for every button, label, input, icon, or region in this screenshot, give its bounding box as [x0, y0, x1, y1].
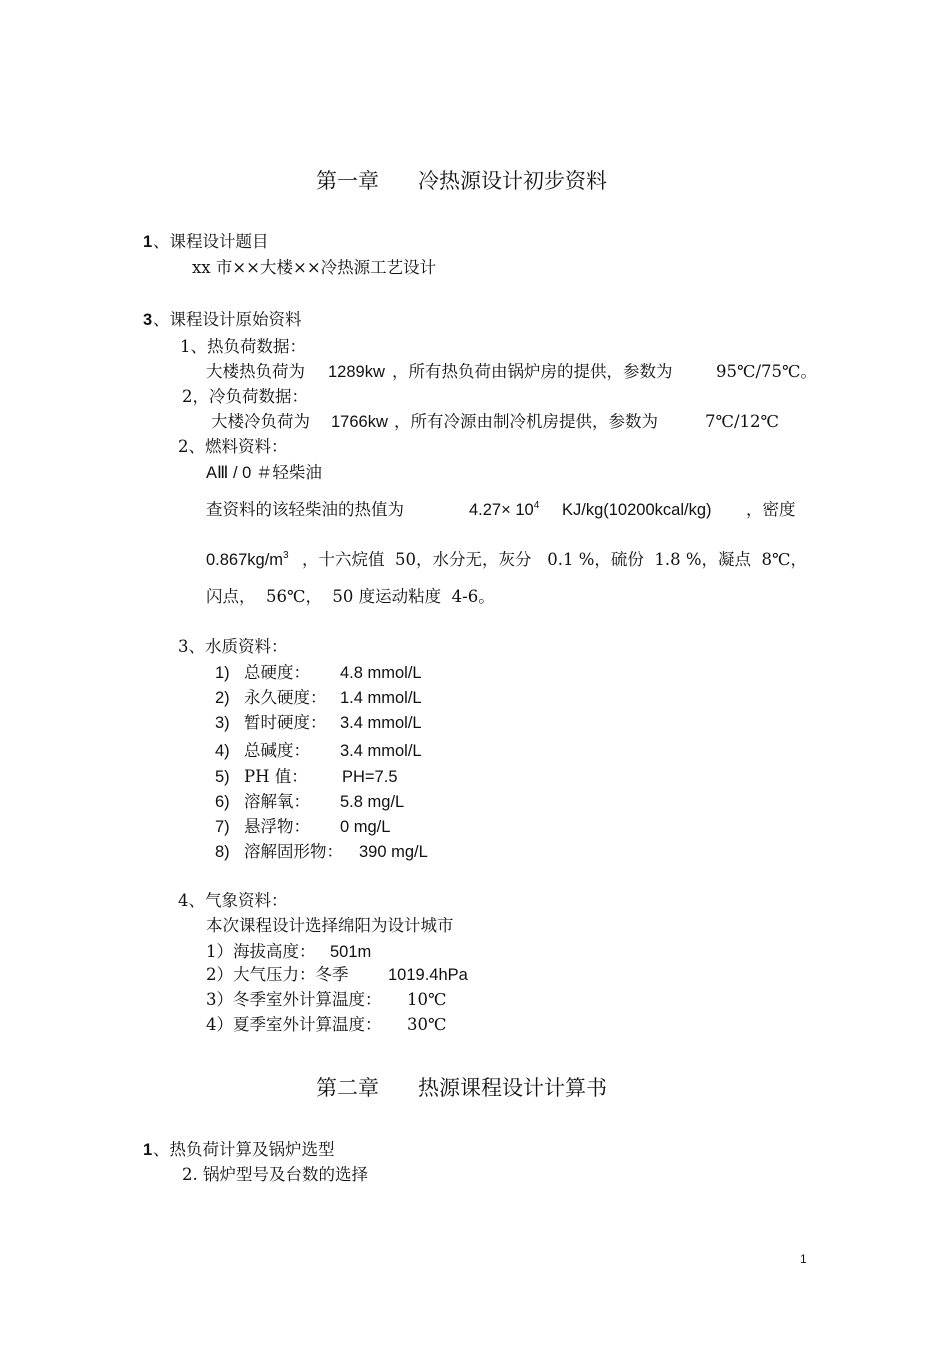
heat-load-param: 95℃/75℃。 — [716, 362, 817, 381]
cool-load-param: 7℃/12℃ — [705, 412, 779, 431]
section1-number: 1 — [143, 233, 153, 251]
heat-load-text-b: ，所有热负荷由锅炉房的提供，参数为 — [392, 362, 673, 381]
weather-item-label: 4）夏季室外计算温度： — [206, 1015, 382, 1034]
weather-item-label: 2）大气压力：冬季 — [206, 965, 349, 984]
weather-item-label: 1）海拔高度： — [206, 942, 316, 961]
heat-load-text-a: 大楼热负荷为 — [206, 362, 305, 381]
weather-intro: 本次课程设计选择绵阳为设计城市 — [206, 916, 454, 935]
fuel-line1-d: ，密度 — [746, 500, 796, 519]
water-item-value: 5.8 mg/L — [340, 793, 405, 811]
cool-load-text-a: 大楼冷负荷为 — [211, 412, 310, 431]
water-item-name: 溶解固形物： — [244, 842, 343, 861]
water-item-value: 390 mg/L — [359, 843, 428, 861]
section1-heading: 、课程设计题目 — [153, 232, 269, 251]
cool-load-text-b: ，所有冷源由制冷机房提供，参数为 — [394, 412, 658, 431]
chapter1-number: 第一章 — [316, 169, 379, 193]
page-number: 1 — [800, 1252, 807, 1266]
cool-load-label: 2，冷负荷数据： — [182, 387, 308, 406]
water-item-value: 3.4 mmol/L — [340, 742, 422, 760]
water-item-value: PH=7.5 — [342, 768, 398, 786]
water-item-value: 0 mg/L — [340, 818, 391, 836]
water-item-value: 1.4 mmol/L — [340, 689, 422, 707]
chapter1-title: 冷热源设计初步资料 — [418, 169, 607, 193]
section3-number: 3 — [143, 311, 153, 329]
ch2-section1-heading: 、热负荷计算及锅炉选型 — [153, 1140, 335, 1159]
water-item-num: 8) — [215, 843, 230, 861]
chapter2-title: 热源课程设计计算书 — [418, 1076, 607, 1100]
fuel-type: AⅢ / 0 ＃轻柴油 — [206, 464, 322, 482]
fuel-line1-c: KJ/kg(10200kcal/kg) — [562, 501, 712, 519]
weather-item-value: 501m — [330, 943, 372, 961]
fuel-density: 0.867kg/m — [206, 551, 284, 569]
fuel-line2-b: ，十六烷值 50，水分无，灰分 0.1 %，硫份 1.8 %，凝点 8℃， — [302, 550, 807, 569]
water-item-num: 1) — [215, 664, 230, 682]
water-item-name: 永久硬度： — [244, 688, 327, 707]
fuel-line2-a — [206, 550, 289, 570]
fuel-line3: 闪点， 56℃， 50 度运动粘度 4-6。 — [206, 587, 495, 606]
water-item-num: 6) — [215, 793, 230, 811]
water-item-num: 3) — [215, 714, 230, 732]
water-item-name: PH 值： — [244, 767, 308, 786]
chapter2-number: 第二章 — [316, 1076, 379, 1100]
water-item-value: 3.4 mmol/L — [340, 714, 422, 732]
water-item-name: 悬浮物： — [244, 817, 310, 836]
fuel-label: 2、燃料资料： — [178, 437, 288, 456]
water-item-name: 溶解氧： — [244, 792, 310, 811]
fuel-calorific-value: 4.27× 10 — [469, 501, 534, 519]
section3-heading: 、课程设计原始资料 — [153, 310, 302, 329]
weather-item-label: 3）冬季室外计算温度： — [206, 990, 382, 1009]
water-item-name: 暂时硬度： — [244, 713, 327, 732]
water-item-num: 7) — [215, 818, 230, 836]
heat-load-label: 1、热负荷数据： — [180, 337, 306, 356]
weather-item-value: 30℃ — [407, 1015, 447, 1034]
water-item-num: 4) — [215, 742, 230, 760]
weather-item-value: 10℃ — [407, 990, 447, 1009]
fuel-calorific-exponent: 4 — [533, 500, 540, 511]
ch2-section1-sub: 2. 锅炉型号及台数的选择 — [182, 1165, 368, 1184]
ch2-section1-number: 1 — [143, 1141, 153, 1159]
heat-load-value: 1289kw — [328, 363, 385, 381]
section1-subject: xx 市××大楼××冷热源工艺设计 — [192, 258, 437, 277]
water-item-num: 5) — [215, 768, 230, 786]
water-label: 3、水质资料： — [178, 637, 288, 656]
weather-item-value: 1019.4hPa — [388, 966, 468, 984]
fuel-line1-b — [469, 500, 539, 520]
fuel-line1-a: 查资料的该轻柴油的热值为 — [206, 500, 404, 519]
fuel-density-exponent: 3 — [283, 550, 289, 561]
water-item-name: 总硬度： — [244, 663, 310, 682]
water-item-num: 2) — [215, 689, 230, 707]
water-item-value: 4.8 mmol/L — [340, 664, 422, 682]
water-item-name: 总碱度： — [244, 741, 310, 760]
cool-load-value: 1766kw — [331, 413, 388, 431]
weather-label: 4、气象资料： — [178, 891, 288, 910]
